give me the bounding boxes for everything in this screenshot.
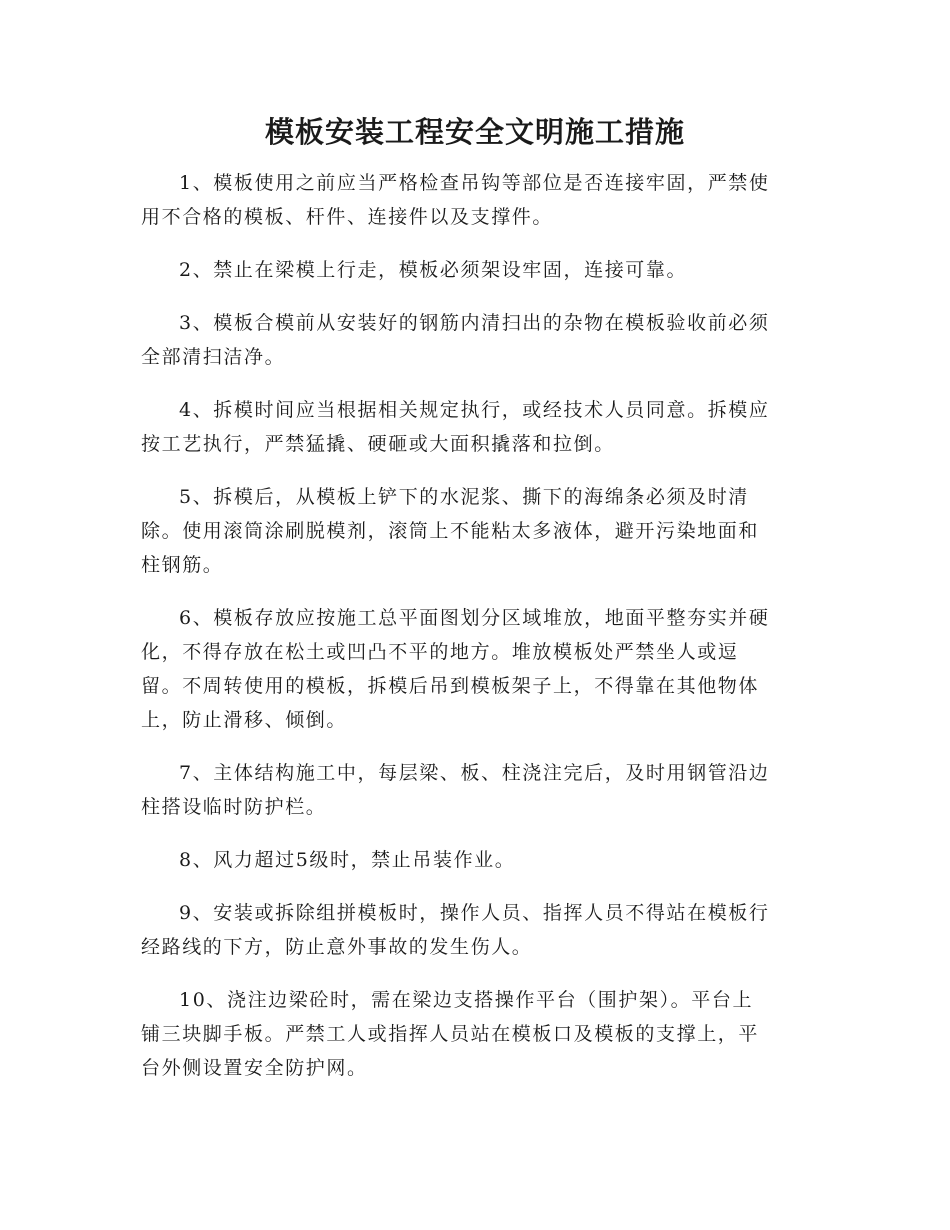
paragraph-line: 4、拆模时间应当根据相关规定执行，或经技术人员同意。拆模应 bbox=[179, 399, 770, 421]
paragraph-line: 5、拆模后，从模板上铲下的水泥浆、撕下的海绵条必须及时清 bbox=[179, 486, 749, 508]
paragraph-5 bbox=[141, 480, 807, 582]
paragraph-line: 除。使用滚筒涂刷脱模剂，滚筒上不能粘太多液体，避开污染地面和 bbox=[141, 520, 760, 542]
paragraph-line: 化，不得存放在松土或凹凸不平的地方。堆放模板处严禁坐人或逗 bbox=[141, 641, 739, 663]
paragraph-line: 2、禁止在梁模上行走，模板必须架设牢固，连接可靠。 bbox=[179, 259, 688, 281]
paragraph-line: 8、风力超过5级时，禁止吊装作业。 bbox=[179, 849, 516, 871]
paragraph-4 bbox=[141, 393, 807, 461]
paragraph-3 bbox=[141, 306, 807, 374]
paragraph-2 bbox=[141, 253, 807, 287]
paragraph-line: 留。不周转使用的模板，拆模后吊到模板架子上，不得靠在其他物体 bbox=[141, 675, 760, 697]
paragraph-7 bbox=[141, 756, 807, 824]
document-title: 模板安装工程安全文明施工措施 bbox=[264, 115, 685, 149]
paragraph-10 bbox=[141, 983, 807, 1085]
paragraph-6 bbox=[141, 601, 807, 737]
paragraph-line: 柱搭设临时防护栏。 bbox=[141, 796, 327, 818]
paragraph-line: 铺三块脚手板。严禁工人或指挥人员站在模板口及模板的支撑上，平 bbox=[141, 1023, 760, 1045]
paragraph-line: 10、浇注边梁砼时，需在梁边支搭操作平台（围护架）。平台上 bbox=[179, 989, 754, 1011]
paragraph-line: 按工艺执行，严禁猛撬、硬砸或大面积撬落和拉倒。 bbox=[141, 433, 615, 455]
paragraph-line: 经路线的下方，防止意外事故的发生伤人。 bbox=[141, 936, 533, 958]
paragraph-line: 1、模板使用之前应当严格检查吊钩等部位是否连接牢固，严禁使 bbox=[179, 172, 770, 194]
paragraph-line: 9、安装或拆除组拼模板时，操作人员、指挥人员不得站在模板行 bbox=[179, 902, 770, 924]
paragraph-line: 上，防止滑移、倾倒。 bbox=[141, 709, 348, 731]
paragraph-8 bbox=[141, 843, 807, 877]
paragraph-line: 用不合格的模板、杆件、连接件以及支撑件。 bbox=[141, 206, 554, 228]
document-body bbox=[141, 166, 807, 1104]
paragraph-line: 全部清扫洁净。 bbox=[141, 346, 286, 368]
paragraph-line: 台外侧设置安全防护网。 bbox=[141, 1057, 368, 1079]
paragraph-line: 柱钢筋。 bbox=[141, 554, 224, 576]
paragraph-line: 3、模板合模前从安装好的钢筋内清扫出的杂物在模板验收前必须 bbox=[179, 312, 770, 334]
paragraph-line: 7、主体结构施工中，每层梁、板、柱浇注完后，及时用钢管沿边 bbox=[179, 762, 770, 784]
paragraph-9 bbox=[141, 896, 807, 964]
paragraph-1 bbox=[141, 166, 807, 234]
paragraph-line: 6、模板存放应按施工总平面图划分区域堆放，地面平整夯实并硬 bbox=[179, 607, 770, 629]
